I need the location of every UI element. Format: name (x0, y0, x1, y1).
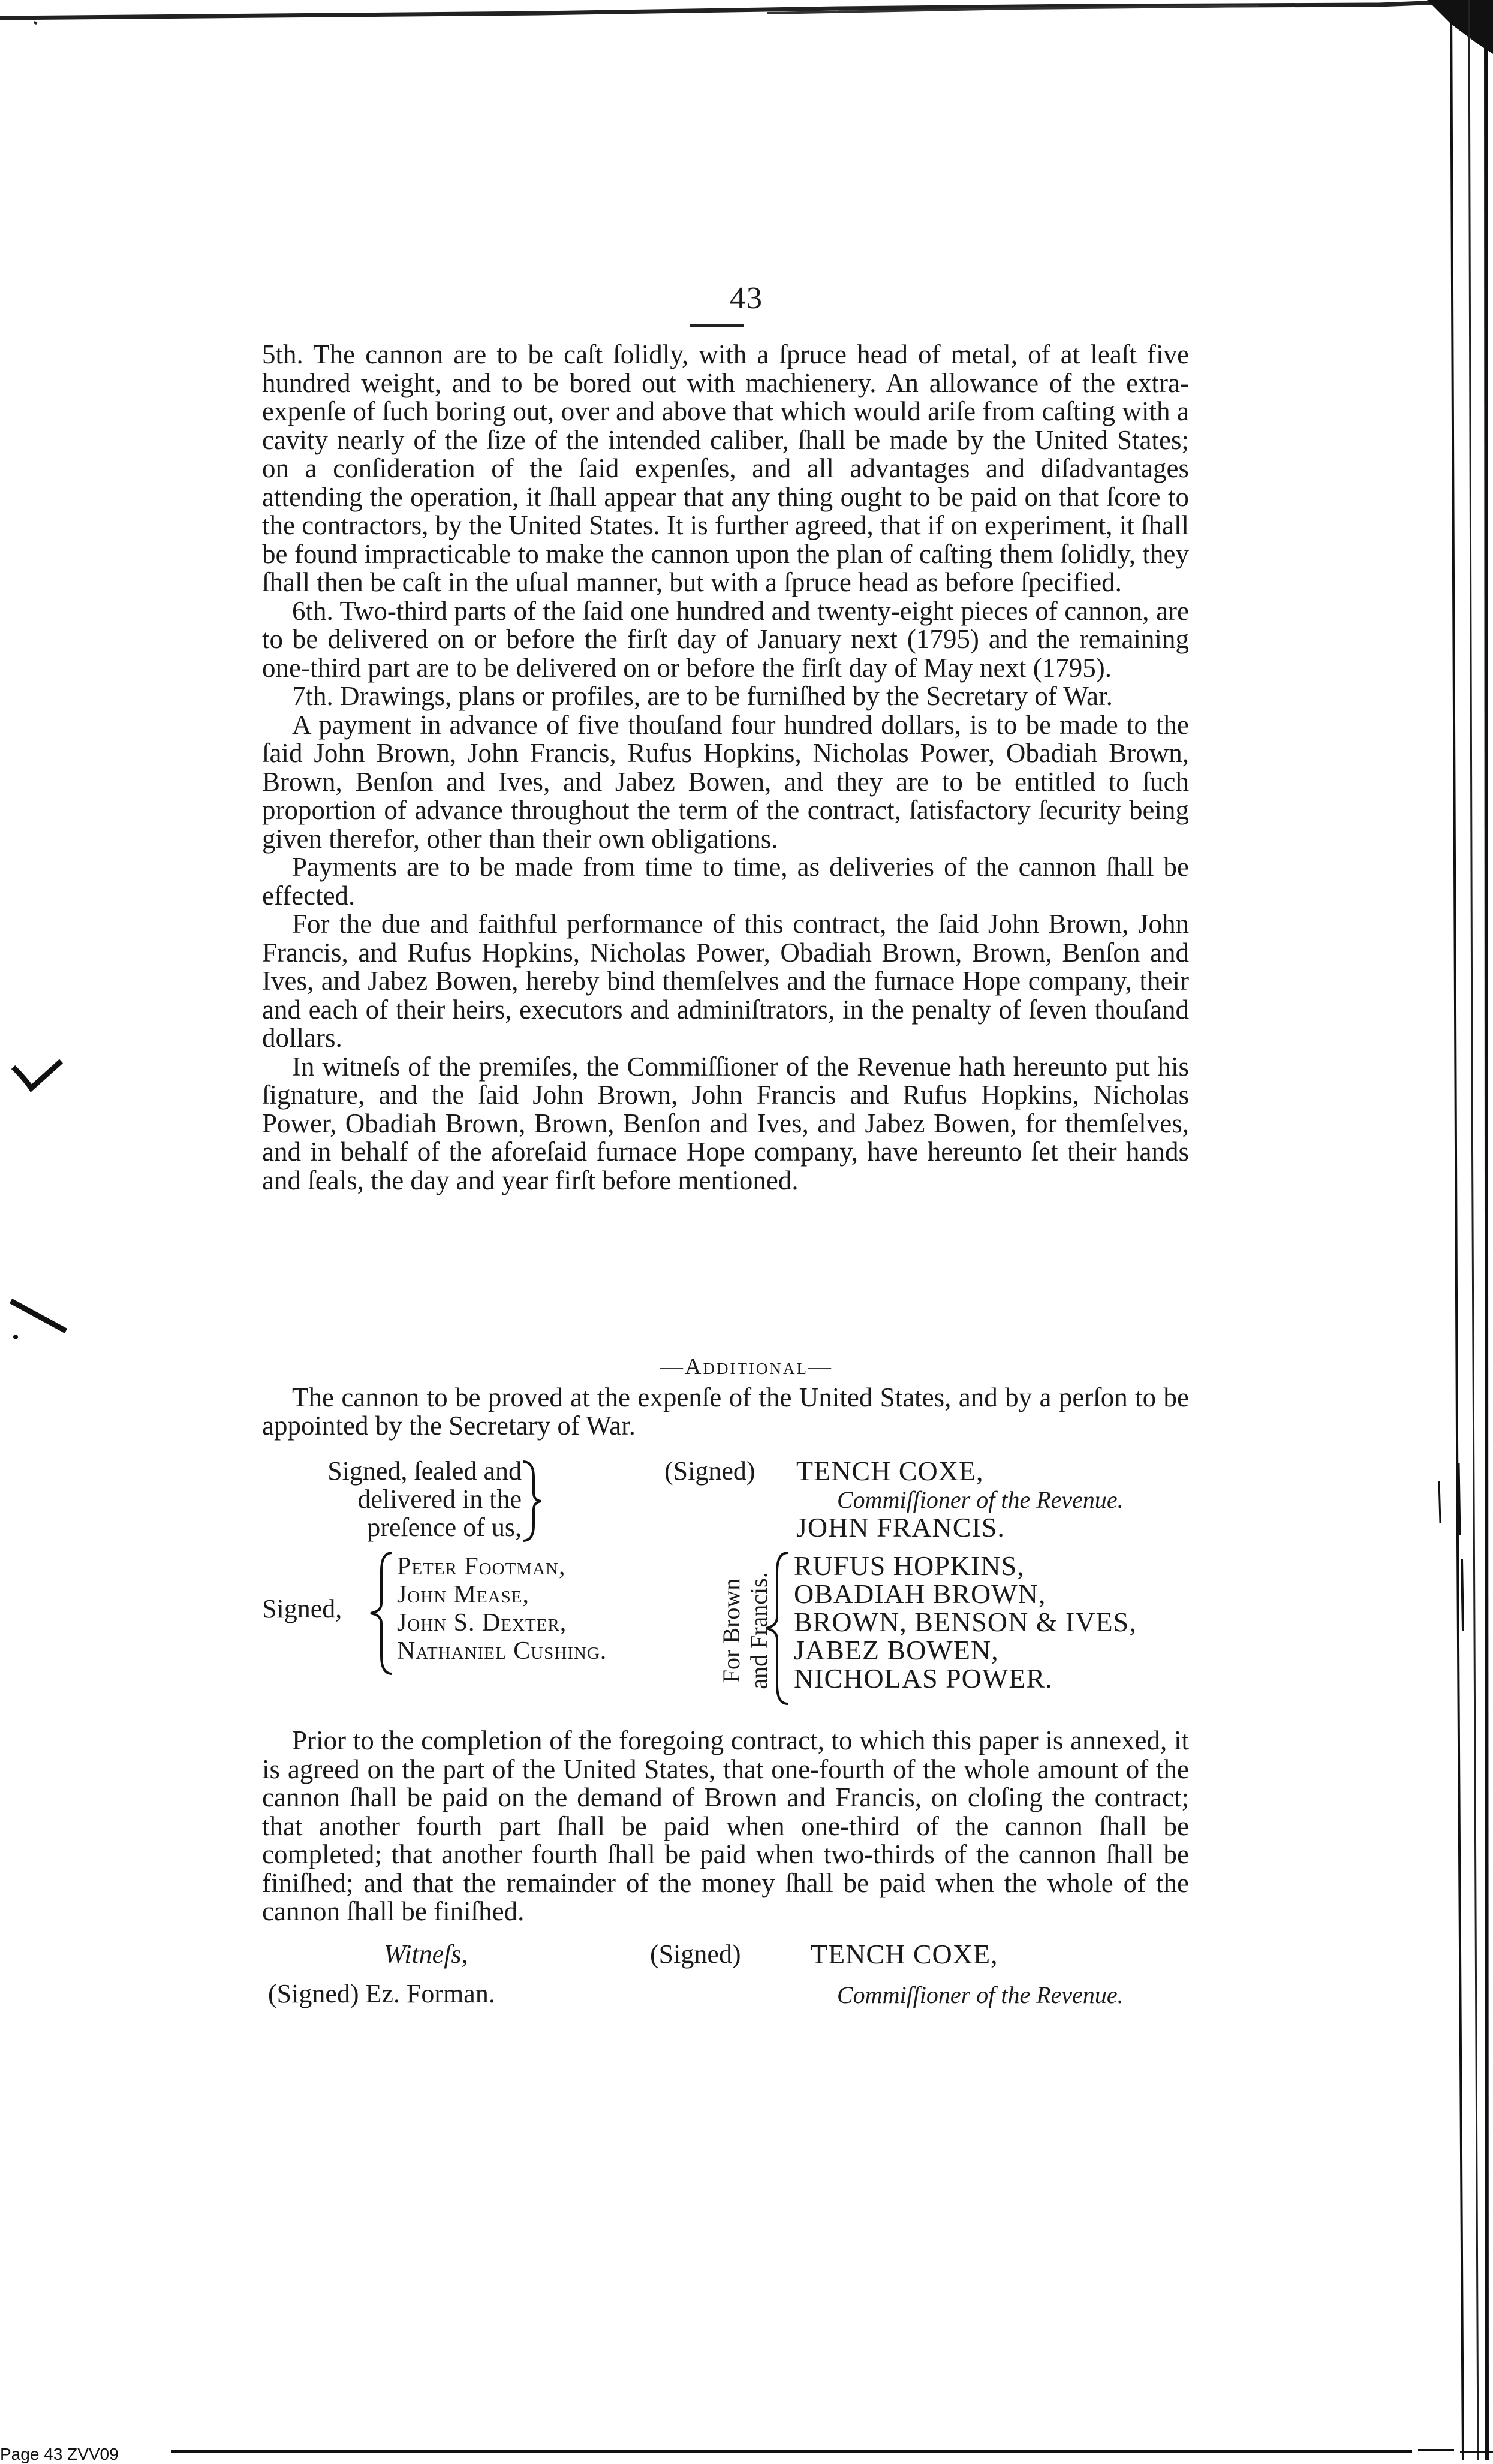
top-edge-rule (0, 0, 1493, 54)
brace-left (366, 1550, 396, 1676)
signed-label: Signed, (262, 1594, 342, 1623)
paragraph: In witneſs of the premiſes, the Commiſſioner of the Revenue hath hereunto put his ſignature, and the ſaid John Brown, John Francis and Rufus Hopkins, Nicholas Power, Obadiah Brown, Brown, Benſon and Ives, and Jabez Bowen, for themſelves, and in behalf of the aforeſaid furnace Hope company, have hereunto ſet their hands and ſeals, the day and year firſt before mentioned. (262, 1051, 1189, 1195)
witness-name: Peter Footman, (397, 1553, 566, 1580)
witness-name: John S. Dexter, (397, 1609, 567, 1637)
for-brown-francis-label (702, 1553, 772, 1709)
sealed-line: preſence of us, (367, 1513, 522, 1542)
sealed-line: Signed, ſealed and (327, 1456, 522, 1486)
paragraph: 5th. The cannon are to be caſt ſolidly, with a ſpruce head of metal, of at leaſt five hundred weight, and to be bored out with machienery. An allowance of the extra-expenſe of ſuch boring out, over and above that which would ariſe from caſting with a cavity nearly of the ſize of the intended caliber, ſhall be made by the United States; on a conſideration of the ſaid expenſes, and all advantages and diſadvantages attending the operation, it ſhall appear that any thing ought to be paid on that ſcore to the contractors, by the United States. It is further agreed, that if on experiment, it ſhall be found impracticable to make the cannon upon the plan of caſting them ſolidly, they ſhall then be caſt in the uſual manner, but with a ſpruce head as before ſpecified. (262, 339, 1189, 597)
paragraph: 7th. Drawings, plans or profiles, are to be furniſhed by the Secretary of War. (292, 681, 1113, 711)
paragraph: For the due and faithful performance of this contract, the ſaid John Brown, John Francis, and Rufus Hopkins, Nicholas Power, Obadiah Brown, Brown, Benſon and Ives, and Jabez Bowen, hereby bind themſelves and the furnace Hope company, their and each of their heirs, executors and adminiſtrators, in the penalty of ſeven thouſand dollars. (262, 909, 1189, 1053)
page-number: 43 (730, 281, 763, 315)
brace-left (761, 1550, 791, 1706)
sealed-line: delivered in the (357, 1484, 522, 1514)
closing-title: Commiſſioner of the Revenue. (837, 1981, 1124, 2008)
john-francis: JOHN FRANCIS. (796, 1512, 1005, 1543)
paragraph: 6th. Two-third parts of the ſaid one hundred and twenty-eight pieces of cannon, are to be delivered on or before the firſt day of January next (1795) and the remaining one-third part are to be delivered on or before the firſt day of May next (1795). (262, 595, 1189, 683)
commissioner-title: Commiſſioner of the Revenue. (837, 1486, 1124, 1513)
witness-signed: (Signed) Ez. Forman. (268, 1979, 495, 2008)
closing-signed-marker: (Signed) (650, 1939, 741, 1969)
paragraph: A payment in advance of five thouſand four hundred dollars, is to be made to the ſaid John Brown, John Francis, Rufus Hopkins, Nicholas Power, Obadiah Brown, Brown, Benſon and Ives, and Jabez Bowen, and they are to be entitled to ſuch proportion of advance throughout the term of the contract, ſatisfactory ſecurity being given therefor, other than their own obligations. (262, 709, 1189, 854)
contractor-name: NICHOLAS POWER. (794, 1663, 1053, 1694)
contractor-name: BROWN, BENSON & IVES, (794, 1607, 1137, 1637)
witness-name: John Mease, (397, 1581, 530, 1608)
footer-rule (171, 2448, 1493, 2454)
contractor-list (794, 1552, 1137, 1692)
witness-list (397, 1553, 607, 1665)
additional-text: The cannon to be proved at the expenſe of the United States, and by a perſon to be appointed by the Secretary of War. (262, 1382, 1189, 1441)
contractor-name: JABEZ BOWEN, (794, 1635, 999, 1665)
sealed-delivered-block (294, 1457, 522, 1541)
additional-heading: —Additional— (660, 1354, 833, 1379)
margin-mark (6, 1295, 72, 1343)
commissioner-name: TENCH COXE, (796, 1456, 984, 1486)
margin-mark (7, 1055, 67, 1097)
for-label-line: and Francis. (745, 1572, 772, 1689)
prior-agreement-text: Prior to the completion of the foregoing contract, to which this paper is annexed, it is agreed on the part of the United States, that one-fourth of the whole amount of the cannon ſhall be paid on the demand of Brown and Francis, on cloſing the contract; that another fourth part ſhall be paid when one-third of the cannon ſhall be completed; that another fourth ſhall be paid when two-thirds of the cannon ſhall be finiſhed; and that the remainder of the money ſhall be paid when the whole of the cannon ſhall be finiſhed. (262, 1725, 1189, 1926)
signed-marker: (Signed) (664, 1456, 755, 1486)
contractor-name: OBADIAH BROWN, (794, 1579, 1046, 1609)
for-label-line: For Brown (718, 1578, 745, 1683)
contract-body (262, 341, 1189, 1195)
closing-name: TENCH COXE, (811, 1939, 998, 1969)
witness-label: Witneſs, (384, 1939, 468, 1969)
brace-right (519, 1459, 543, 1543)
page-number-rule (690, 324, 744, 327)
witness-name: Nathaniel Cushing. (397, 1637, 607, 1665)
right-page-edge (1427, 0, 1493, 2460)
footer-label: Page 43 ZVV09 (0, 2445, 119, 2463)
contractor-name: RUFUS HOPKINS, (794, 1550, 1025, 1581)
paragraph: Payments are to be made from time to time, as deliveries of the cannon ſhall be effected. (262, 852, 1189, 911)
